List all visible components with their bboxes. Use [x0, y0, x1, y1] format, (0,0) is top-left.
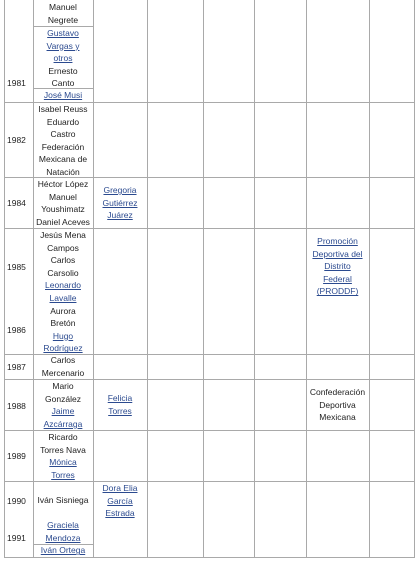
year-cell: 1985	[7, 262, 26, 272]
award-cell	[93, 392, 147, 417]
name-cell	[33, 380, 93, 430]
table-border	[254, 0, 255, 558]
organization-text: Confederación	[309, 387, 366, 397]
name-cell	[33, 89, 93, 102]
name-link[interactable]: Leonardo	[45, 280, 81, 291]
name-link[interactable]: Rodríguez	[43, 343, 83, 354]
name-link[interactable]: Graciela	[47, 520, 79, 530]
name-text: Héctor López	[37, 179, 89, 189]
table-border	[93, 0, 94, 558]
name-text: Carsolio	[47, 267, 79, 278]
name-text: Ricardo	[48, 432, 78, 442]
name-link[interactable]: José Musi	[43, 90, 83, 100]
table-border	[369, 0, 370, 558]
name-text: Castro	[50, 129, 76, 140]
name-text: Mario	[52, 381, 74, 391]
name-text: Manuel	[49, 2, 77, 12]
row-divider	[4, 557, 414, 558]
name-text: Eduardo	[46, 116, 80, 127]
award-link[interactable]: Gregoria	[103, 185, 137, 195]
name-link[interactable]: Gustavo	[47, 28, 79, 38]
name-cell	[33, 431, 93, 481]
name-cell	[33, 103, 93, 179]
name-link[interactable]: Torres	[51, 469, 75, 480]
name-link[interactable]: Lavalle	[49, 292, 77, 303]
name-text: Carlos	[50, 255, 76, 266]
name-text: Jesús Mena	[40, 230, 86, 240]
name-text: Manuel	[49, 191, 77, 202]
name-link[interactable]: Mónica	[49, 457, 77, 468]
award-cell	[93, 184, 147, 222]
organization-text: Deportiva	[319, 399, 356, 410]
name-text: Aurora	[50, 305, 76, 316]
name-text: Iván Sisniega	[37, 495, 89, 505]
year-cell: 1982	[7, 135, 26, 145]
name-cell	[33, 178, 93, 228]
name-text: Torres Nava	[40, 444, 86, 455]
year-cell: 1989	[7, 451, 26, 461]
name-text: Ernesto	[48, 65, 78, 76]
name-cell	[33, 354, 93, 379]
name-text: Federación	[41, 141, 85, 152]
year-cell: 1981	[7, 78, 26, 88]
name-cell	[33, 229, 93, 355]
table-border	[414, 0, 415, 558]
row-divider	[33, 544, 93, 545]
table-border	[4, 0, 5, 558]
award-link[interactable]: Gutiérrez	[102, 197, 138, 208]
name-text: Isabel Reuss	[38, 104, 88, 114]
table-border	[147, 0, 148, 558]
organization-link[interactable]: Deportiva del	[312, 248, 363, 259]
organization-link[interactable]: (PRODDF)	[316, 286, 359, 297]
award-link[interactable]: Torres	[108, 405, 132, 416]
name-text: Bretón	[50, 318, 76, 329]
name-text: Mercenario	[41, 367, 85, 378]
name-link[interactable]: Iván Ortega	[40, 545, 86, 556]
name-link[interactable]: Jaime	[51, 406, 75, 417]
name-text: Carlos	[50, 355, 76, 365]
award-link[interactable]: Juárez	[107, 210, 133, 221]
name-text: Natación	[46, 166, 80, 177]
name-link[interactable]: otros	[53, 53, 73, 64]
year-cell: 1984	[7, 198, 26, 208]
award-link[interactable]: Felicia	[107, 393, 133, 403]
award-link[interactable]: García	[107, 495, 133, 506]
organization-cell	[306, 386, 369, 424]
organization-text: Mexicana	[319, 412, 356, 423]
year-cell: 1990	[7, 496, 26, 506]
organization-link[interactable]: Federal	[323, 273, 352, 284]
name-cell	[33, 519, 93, 557]
name-text: Canto	[51, 78, 75, 89]
name-text: Mexicana de	[38, 154, 88, 165]
name-link[interactable]: Vargas y	[46, 40, 80, 51]
name-cell	[33, 494, 93, 507]
year-cell: 1991	[7, 533, 26, 543]
award-link[interactable]: Estrada	[105, 508, 135, 519]
name-text: Daniel Aceves	[36, 216, 90, 227]
name-text: Campos	[47, 242, 79, 253]
name-link[interactable]: Azcárraga	[43, 418, 83, 429]
year-cell: 1987	[7, 362, 26, 372]
award-link[interactable]: Dora Elia	[102, 483, 138, 493]
name-cell	[33, 1, 93, 26]
organization-link[interactable]: Distrito	[324, 261, 351, 272]
year-cell: 1988	[7, 401, 26, 411]
name-cell	[33, 27, 93, 90]
organization-link[interactable]: Promoción	[317, 236, 358, 246]
table-border	[203, 0, 204, 558]
name-link[interactable]: Mendoza	[45, 532, 81, 543]
name-text: González	[45, 393, 81, 404]
award-cell	[93, 482, 147, 520]
name-link[interactable]: Hugo	[52, 330, 74, 341]
name-text: Youshimatz	[41, 204, 85, 215]
organization-cell	[306, 235, 369, 298]
year-cell: 1986	[7, 325, 26, 335]
name-text: Negrete	[47, 14, 79, 25]
